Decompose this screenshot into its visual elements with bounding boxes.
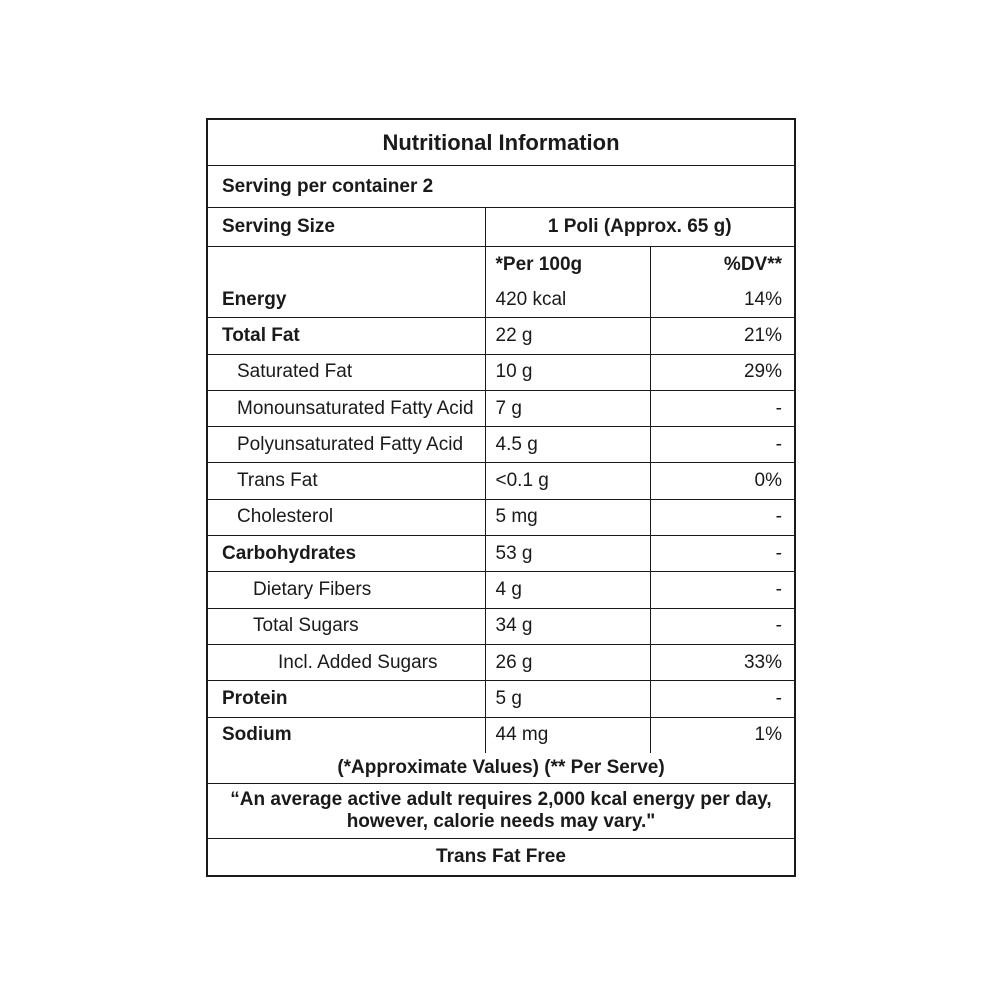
- nutrient-dv: 33%: [650, 644, 794, 680]
- nutrient-row: [208, 644, 794, 680]
- nutrient-row: [208, 536, 794, 572]
- nutrient-dv: -: [650, 681, 794, 717]
- nutrient-dv: -: [650, 572, 794, 608]
- nutrient-amount: 34 g: [485, 608, 650, 644]
- nutrient-name: Incl. Added Sugars: [208, 644, 485, 680]
- nutrient-dv: -: [650, 427, 794, 463]
- nutrient-amount: 53 g: [485, 536, 650, 572]
- nutrient-row: [208, 427, 794, 463]
- nutrient-row: [208, 318, 794, 354]
- nutrient-amount: 10 g: [485, 354, 650, 390]
- energy-advisory: “An average active adult requires 2,000 kcal energy per day, however, calorie needs may vary.": [208, 783, 794, 838]
- nutrient-dv: -: [650, 390, 794, 426]
- nutrient-amount: <0.1 g: [485, 463, 650, 499]
- trans-fat-free-claim: Trans Fat Free: [208, 838, 794, 875]
- nutrition-table: [208, 120, 794, 875]
- nutrient-name: Saturated Fat: [208, 354, 485, 390]
- nutrient-name: Sodium: [208, 717, 485, 753]
- header-blank-cell: [208, 247, 485, 283]
- nutrient-dv: 0%: [650, 463, 794, 499]
- nutrient-row: [208, 681, 794, 717]
- nutrient-name: Monounsaturated Fatty Acid: [208, 390, 485, 426]
- panel-title: Nutritional Information: [208, 120, 794, 166]
- nutrient-dv: 29%: [650, 354, 794, 390]
- nutrition-facts-panel: [206, 118, 796, 877]
- nutrient-row: [208, 354, 794, 390]
- nutrient-amount: 5 g: [485, 681, 650, 717]
- nutrient-name: Energy: [208, 282, 485, 318]
- serving-per-container: Serving per container 2: [208, 166, 794, 208]
- nutrient-name: Dietary Fibers: [208, 572, 485, 608]
- nutrient-row: [208, 463, 794, 499]
- nutrient-dv: -: [650, 499, 794, 535]
- nutrient-name: Cholesterol: [208, 499, 485, 535]
- nutrient-name: Polyunsaturated Fatty Acid: [208, 427, 485, 463]
- dv-header: %DV**: [650, 247, 794, 283]
- nutrient-name: Total Fat: [208, 318, 485, 354]
- nutrient-row: [208, 572, 794, 608]
- nutrient-amount: 26 g: [485, 644, 650, 680]
- nutrient-dv: 21%: [650, 318, 794, 354]
- approximate-values-note: (*Approximate Values) (** Per Serve): [208, 753, 794, 784]
- nutrient-name: Protein: [208, 681, 485, 717]
- nutrient-name: Total Sugars: [208, 608, 485, 644]
- nutrient-amount: 7 g: [485, 390, 650, 426]
- nutrient-row: [208, 717, 794, 753]
- nutrient-row: [208, 282, 794, 318]
- per-100g-header: *Per 100g: [485, 247, 650, 283]
- nutrient-amount: 44 mg: [485, 717, 650, 753]
- nutrient-amount: 4 g: [485, 572, 650, 608]
- nutrient-row: [208, 608, 794, 644]
- nutrient-amount: 420 kcal: [485, 282, 650, 318]
- nutrient-row: [208, 390, 794, 426]
- nutrient-row: [208, 499, 794, 535]
- nutrient-dv: -: [650, 536, 794, 572]
- nutrient-dv: 14%: [650, 282, 794, 318]
- nutrient-name: Trans Fat: [208, 463, 485, 499]
- nutrient-amount: 4.5 g: [485, 427, 650, 463]
- nutrient-dv: -: [650, 608, 794, 644]
- serving-size-value: 1 Poli (Approx. 65 g): [485, 208, 794, 247]
- nutrient-name: Carbohydrates: [208, 536, 485, 572]
- nutrient-amount: 5 mg: [485, 499, 650, 535]
- serving-size-label: Serving Size: [208, 208, 485, 247]
- nutrient-amount: 22 g: [485, 318, 650, 354]
- nutrient-dv: 1%: [650, 717, 794, 753]
